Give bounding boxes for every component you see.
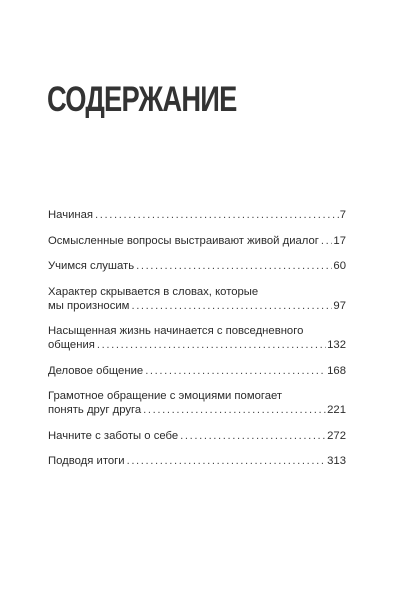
toc-entry-title: Начните с заботы о себе xyxy=(48,429,179,442)
dot-leader xyxy=(180,429,326,443)
dot-leader xyxy=(131,299,332,313)
toc-entry-title-line2: мы произносим xyxy=(48,299,130,312)
toc-entry xyxy=(48,364,346,378)
toc-entry xyxy=(48,454,346,468)
toc-entry-title: Начиная xyxy=(48,209,94,221)
dot-leader xyxy=(127,454,327,468)
toc-entry xyxy=(48,389,346,417)
dot-leader xyxy=(143,403,326,417)
dot-leader xyxy=(321,234,333,248)
toc-entry-title-line2: общения xyxy=(48,339,95,351)
dot-leader xyxy=(145,364,326,378)
toc-page-number: 97 xyxy=(333,299,346,312)
toc-entry-title: Подводя итоги xyxy=(48,455,125,467)
table-of-contents xyxy=(48,208,346,480)
toc-page-number: 60 xyxy=(333,260,346,272)
dot-leader xyxy=(136,259,332,273)
toc-entry-title: Учимся слушать xyxy=(48,260,135,272)
toc-entry xyxy=(48,324,346,352)
toc-page-number: 132 xyxy=(327,339,346,351)
toc-page-number: 221 xyxy=(327,404,346,416)
toc-entry-title-line1: Характер скрывается в словах, которые xyxy=(48,285,259,298)
toc-entry xyxy=(48,429,346,443)
toc-entry xyxy=(48,259,346,273)
dot-leader xyxy=(97,338,326,352)
toc-entry-title: Осмысленные вопросы выстраивают живой диалог xyxy=(48,234,319,247)
toc-entry-title-line2: понять друг друга xyxy=(48,404,142,416)
page-title: СОДЕРЖАНИЕ xyxy=(47,80,237,119)
toc-entry xyxy=(48,208,346,222)
toc-entry xyxy=(48,285,346,313)
toc-page-number: 7 xyxy=(339,209,346,221)
toc-page-number: 17 xyxy=(333,234,346,247)
toc-entry-title-line1: Грамотное обращение с эмоциями помогает xyxy=(48,390,283,402)
toc-page-number: 313 xyxy=(327,455,346,467)
dot-leader xyxy=(95,208,339,222)
toc-entry-title-line1: Насыщенная жизнь начинается с повседневного xyxy=(48,325,304,337)
toc-page-number: 168 xyxy=(327,364,346,377)
toc-entry-title: Деловое общение xyxy=(48,364,144,377)
toc-page-number: 272 xyxy=(327,429,346,442)
toc-entry xyxy=(48,234,346,248)
